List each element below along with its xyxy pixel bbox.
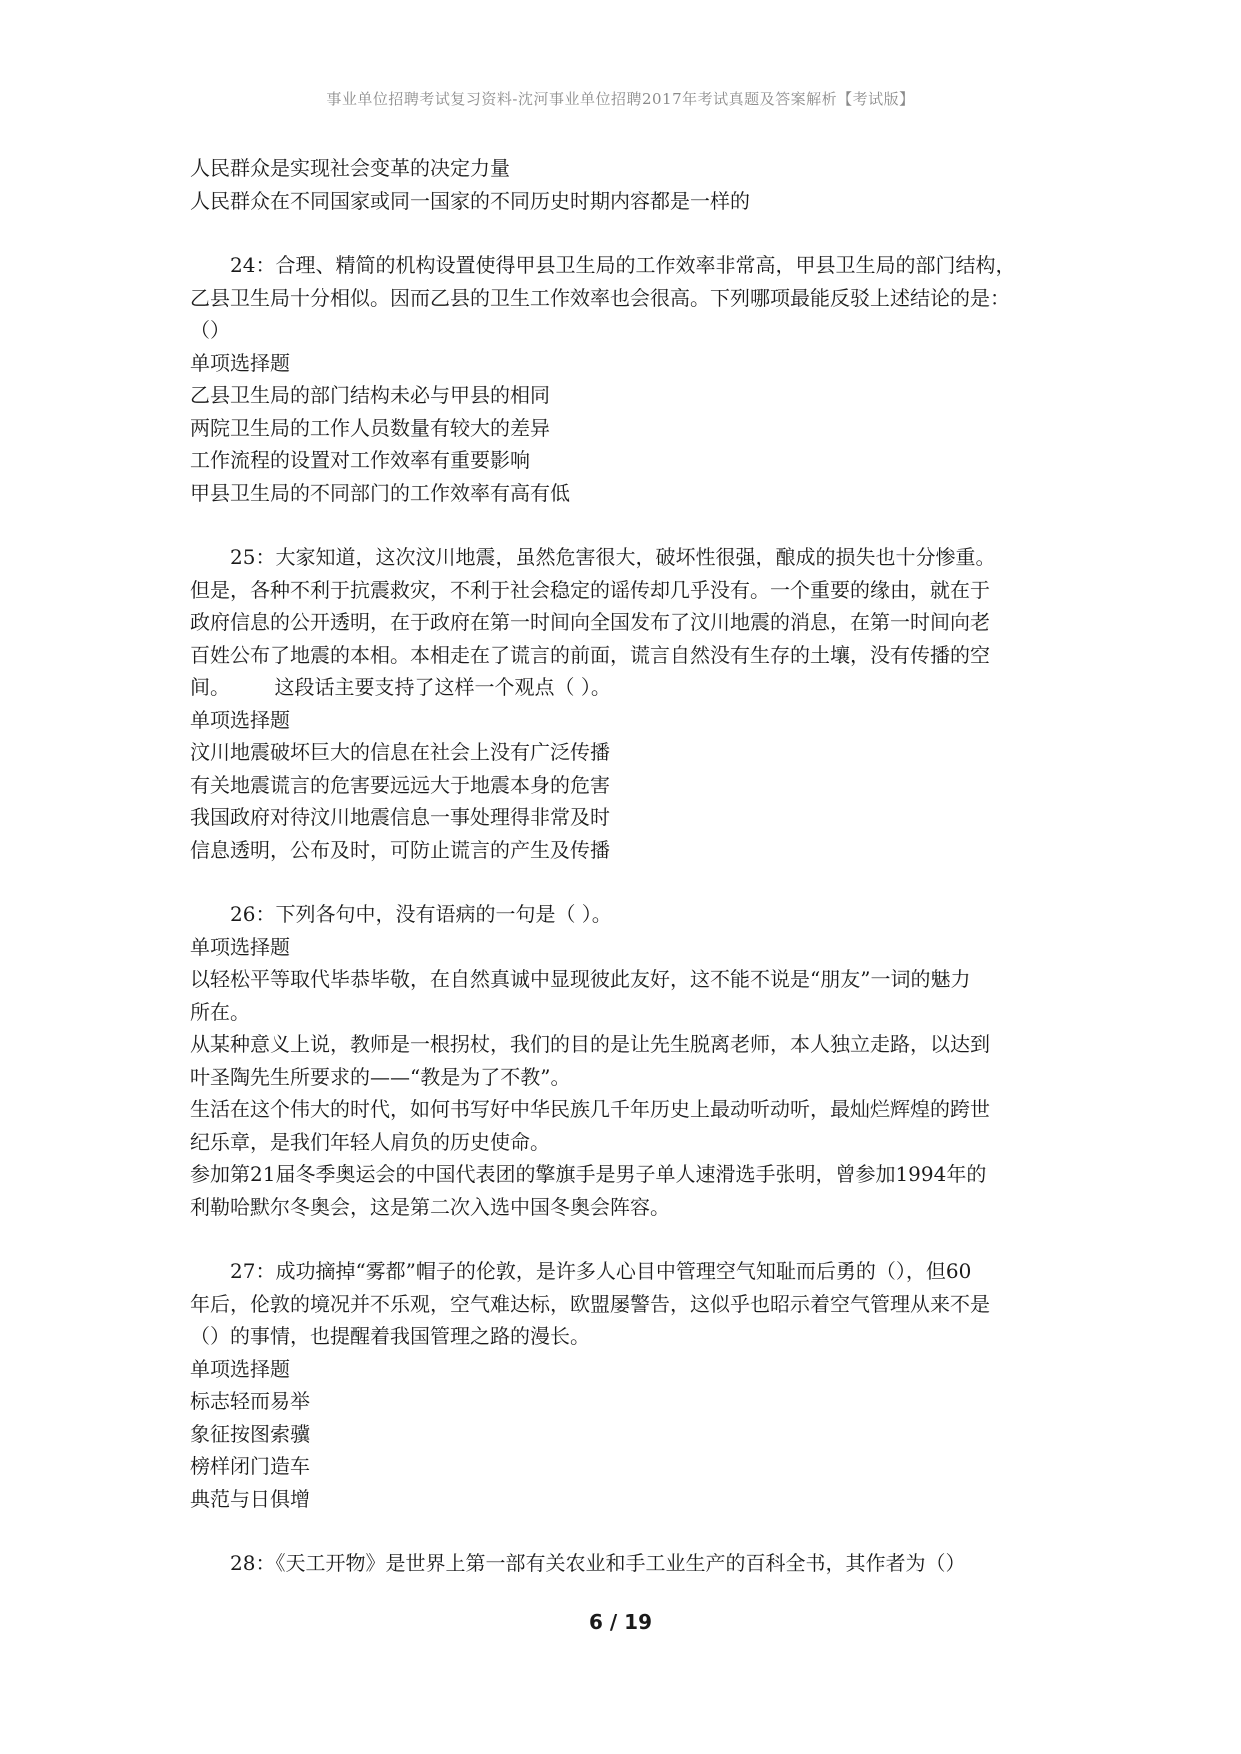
question-stem: 百姓公布了地震的本相。本相走在了谎言的前面，谎言自然没有生存的土壤，没有传播的空 bbox=[190, 642, 990, 667]
option-text: 所在。 bbox=[190, 999, 250, 1024]
option-text: 从某种意义上说，教师是一根拐杖，我们的目的是让先生脱离老师，本人独立走路，以达到 bbox=[190, 1032, 990, 1056]
question-24 bbox=[190, 249, 1070, 509]
question-26 bbox=[190, 898, 1070, 1223]
option-text: 人民群众在不同国家或同一国家的不同历史时期内容都是一样的 bbox=[190, 188, 750, 213]
option-text: 象征按图索骥 bbox=[190, 1421, 310, 1446]
question-stem: 26：下列各句中，没有语病的一句是（ ）。 bbox=[230, 902, 612, 926]
question-28 bbox=[190, 1547, 1070, 1580]
question-stem: 年后，伦敦的境况并不乐观，空气难达标，欧盟屡警告，这似乎也昭示着空气管理从来不是 bbox=[190, 1291, 990, 1316]
question-stem: 间。 这段话主要支持了这样一个观点（ ）。 bbox=[190, 675, 611, 699]
question-stem: 政府信息的公开透明，在于政府在第一时间向全国发布了汶川地震的消息，在第一时间向老 bbox=[190, 610, 990, 634]
question-type: 单项选择题 bbox=[190, 707, 290, 732]
option-text: 利勒哈默尔冬奥会，这是第二次入选中国冬奥会阵容。 bbox=[190, 1194, 670, 1219]
question-stem: 乙县卫生局十分相似。因而乙县的卫生工作效率也会很高。下列哪项最能反驳上述结论的是： bbox=[190, 285, 1010, 310]
option-text: 标志轻而易举 bbox=[190, 1389, 310, 1413]
question-stem: 28：《天工开物》是世界上第一部有关农业和手工业生产的百科全书，其作者为（） bbox=[230, 1551, 966, 1575]
option-text: 以轻松平等取代毕恭毕敬，在自然真诚中显现彼此友好，这不能不说是“朋友”一词的魅力 bbox=[190, 967, 971, 991]
question-25 bbox=[190, 541, 1070, 866]
option-text: 两院卫生局的工作人员数量有较大的差异 bbox=[190, 415, 550, 440]
option-text: 参加第21届冬季奥运会的中国代表团的擎旗手是男子单人速滑选手张明，曾参加1994年的 bbox=[190, 1162, 987, 1186]
question-stem: （）的事情，也提醒着我国管理之路的漫长。 bbox=[190, 1324, 590, 1348]
option-text: 有关地震谎言的危害要远远大于地震本身的危害 bbox=[190, 772, 610, 797]
question-stem: （） bbox=[190, 318, 230, 342]
question-stem: 24：合理、精简的机构设置使得甲县卫生局的工作效率非常高，甲县卫生局的部门结构， bbox=[230, 253, 1016, 277]
question-stem: 但是，各种不利于抗震救灾，不利于社会稳定的谣传却几乎没有。一个重要的缘由，就在于 bbox=[190, 577, 990, 602]
question-stem: 25：大家知道，这次汶川地震，虽然危害很大，破坏性很强，酿成的损失也十分惨重。 bbox=[230, 545, 996, 569]
option-text: 人民群众是实现社会变革的决定力量 bbox=[190, 156, 510, 180]
question-type: 单项选择题 bbox=[190, 1356, 290, 1381]
option-text: 工作流程的设置对工作效率有重要影响 bbox=[190, 448, 530, 472]
option-text: 叶圣陶先生所要求的——“教是为了不教”。 bbox=[190, 1064, 571, 1089]
option-text: 我国政府对待汶川地震信息一事处理得非常及时 bbox=[190, 805, 610, 829]
option-text: 乙县卫生局的部门结构未必与甲县的相同 bbox=[190, 383, 550, 407]
question-stem: 27：成功摘掉“雾都”帽子的伦敦，是许多人心目中管理空气知耻而后勇的（），但60 bbox=[230, 1259, 972, 1283]
option-text: 生活在这个伟大的时代，如何书写好中华民族几千年历史上最动听动听，最灿烂辉煌的跨世 bbox=[190, 1097, 990, 1121]
option-text: 纪乐章，是我们年轻人肩负的历史使命。 bbox=[190, 1129, 550, 1154]
question-27 bbox=[190, 1255, 1070, 1515]
option-text: 典范与日俱增 bbox=[190, 1486, 310, 1511]
document-body bbox=[190, 152, 1070, 1580]
option-text: 汶川地震破坏巨大的信息在社会上没有广泛传播 bbox=[190, 740, 610, 764]
carryover-options bbox=[190, 152, 1070, 217]
option-text: 榜样闭门造车 bbox=[190, 1454, 310, 1478]
option-text: 甲县卫生局的不同部门的工作效率有高有低 bbox=[190, 480, 570, 505]
option-text: 信息透明，公布及时，可防止谎言的产生及传播 bbox=[190, 837, 610, 862]
question-type: 单项选择题 bbox=[190, 934, 290, 959]
question-type: 单项选择题 bbox=[190, 350, 290, 375]
page-header: 事业单位招聘考试复习资料-沈河事业单位招聘2017年考试真题及答案解析【考试版】 bbox=[326, 90, 915, 108]
page-number: 6 / 19 bbox=[589, 1610, 652, 1634]
